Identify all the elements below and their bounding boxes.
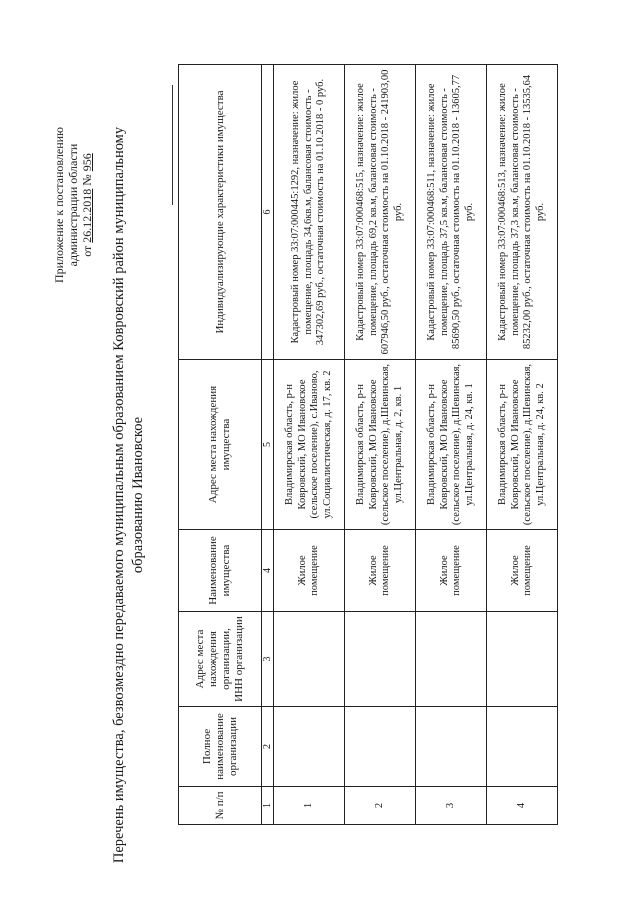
table-row [345,65,416,825]
property-name-cell: Жилое помещение [274,530,345,612]
column-number: 2 [262,707,274,787]
header-cell: Полное наименование организации [179,707,262,787]
org-address-cell [345,612,416,707]
column-number: 5 [262,360,274,530]
number-prefix: № [80,174,94,186]
appendix-line-1: Приложение к постановлению [52,126,66,284]
property-address-cell: Владимирская область, р-н Ковровский, МО Ивановское (сельское поселение), д.Шевинская, ул.Центральная, д. 2, кв. 1 [345,360,416,530]
org-name-cell [345,707,416,787]
header-cell: Наименование имущества [179,530,262,612]
org-address-cell [274,612,345,707]
title-line-1: Перечень имущества, безвозмездно передаваемого муниципальным образованием Ковровский район муниципальному [111,126,127,864]
property-address-cell: Владимирская область, р-н Ковровский, МО Ивановское (сельское поселение), с.Иваново, ул.Социалистическая, д. 17, кв. 2 [274,360,345,530]
title-underline [172,85,173,205]
row-number: 1 [274,787,345,825]
column-number: 1 [262,787,274,825]
property-details-cell: Кадастровый номер 33:07:000468:513, назначение: жилое помещение, площадь 37,3 кв.м, балансовая стоимость - 85232,00 руб., остаточная стоимость на 01.10.2018 - 13535,64 руб. [487,65,558,360]
row-number: 3 [416,787,487,825]
appendix-line-2: администрации области [66,143,80,267]
org-name-cell [274,707,345,787]
property-name-cell: Жилое помещение [345,530,416,612]
org-address-cell [487,612,558,707]
appendix-date: 26.12.2018 [80,188,94,243]
property-address-cell: Владимирская область, р-н Ковровский, МО Ивановское (сельское поселение), д.Шевинская, ул.Центральная, д. 24, кв. 2 [487,360,558,530]
row-number: 2 [345,787,416,825]
row-number: 4 [487,787,558,825]
table-row [487,65,558,825]
column-number: 4 [262,530,274,612]
column-number: 3 [262,612,274,707]
column-number-row [262,65,274,825]
document-title [110,125,148,865]
property-details-cell: Кадастровый номер 33:07:000468:515, назначение: жилое помещение, площадь 69,2 кв.м, балансовая стоимость - 607946,50 руб., остаточная стоимость на 01.10.2018 - 241903,00 руб. [345,65,416,360]
header-cell: Адрес места нахождения имущества [179,360,262,530]
property-details-cell: Кадастровый номер 33:07:000445:1292, назначение: жилое помещение, площадь 34,6кв.м, балансовая стоимость - 347302,69 руб., остаточная стоимость на 01.10.2018 - 0 руб. [274,65,345,360]
title-line-2: образованию Ивановское [130,416,146,574]
appendix-block [52,75,94,335]
appendix-number: 956 [80,153,94,172]
table-row [416,65,487,825]
property-table [178,64,558,825]
org-name-cell [487,707,558,787]
property-address-cell: Владимирская область, р-н Ковровский, МО Ивановское (сельское поселение), д.Шевинская, ул.Центральная, д. 24, кв. 1 [416,360,487,530]
appendix-date-line [80,75,94,335]
org-name-cell [416,707,487,787]
header-cell: № п/п [179,787,262,825]
header-cell: Адрес места нахождения организации, ИНН организации [179,612,262,707]
org-address-cell [416,612,487,707]
table-row [274,65,345,825]
property-details-cell: Кадастровый номер 33:07:000468:511, назначение: жилое помещение, площадь 37,5 кв.м, балансовая стоимость - 85690,50 руб., остаточная стоимость на 01.10.2018 - 13605,77 руб. [416,65,487,360]
date-prefix: от [80,245,94,257]
header-cell: Индивидуализирующие характеристики имущества [179,65,262,360]
header-row [179,65,262,825]
property-name-cell: Жилое помещение [487,530,558,612]
column-number: 6 [262,65,274,360]
property-name-cell: Жилое помещение [416,530,487,612]
